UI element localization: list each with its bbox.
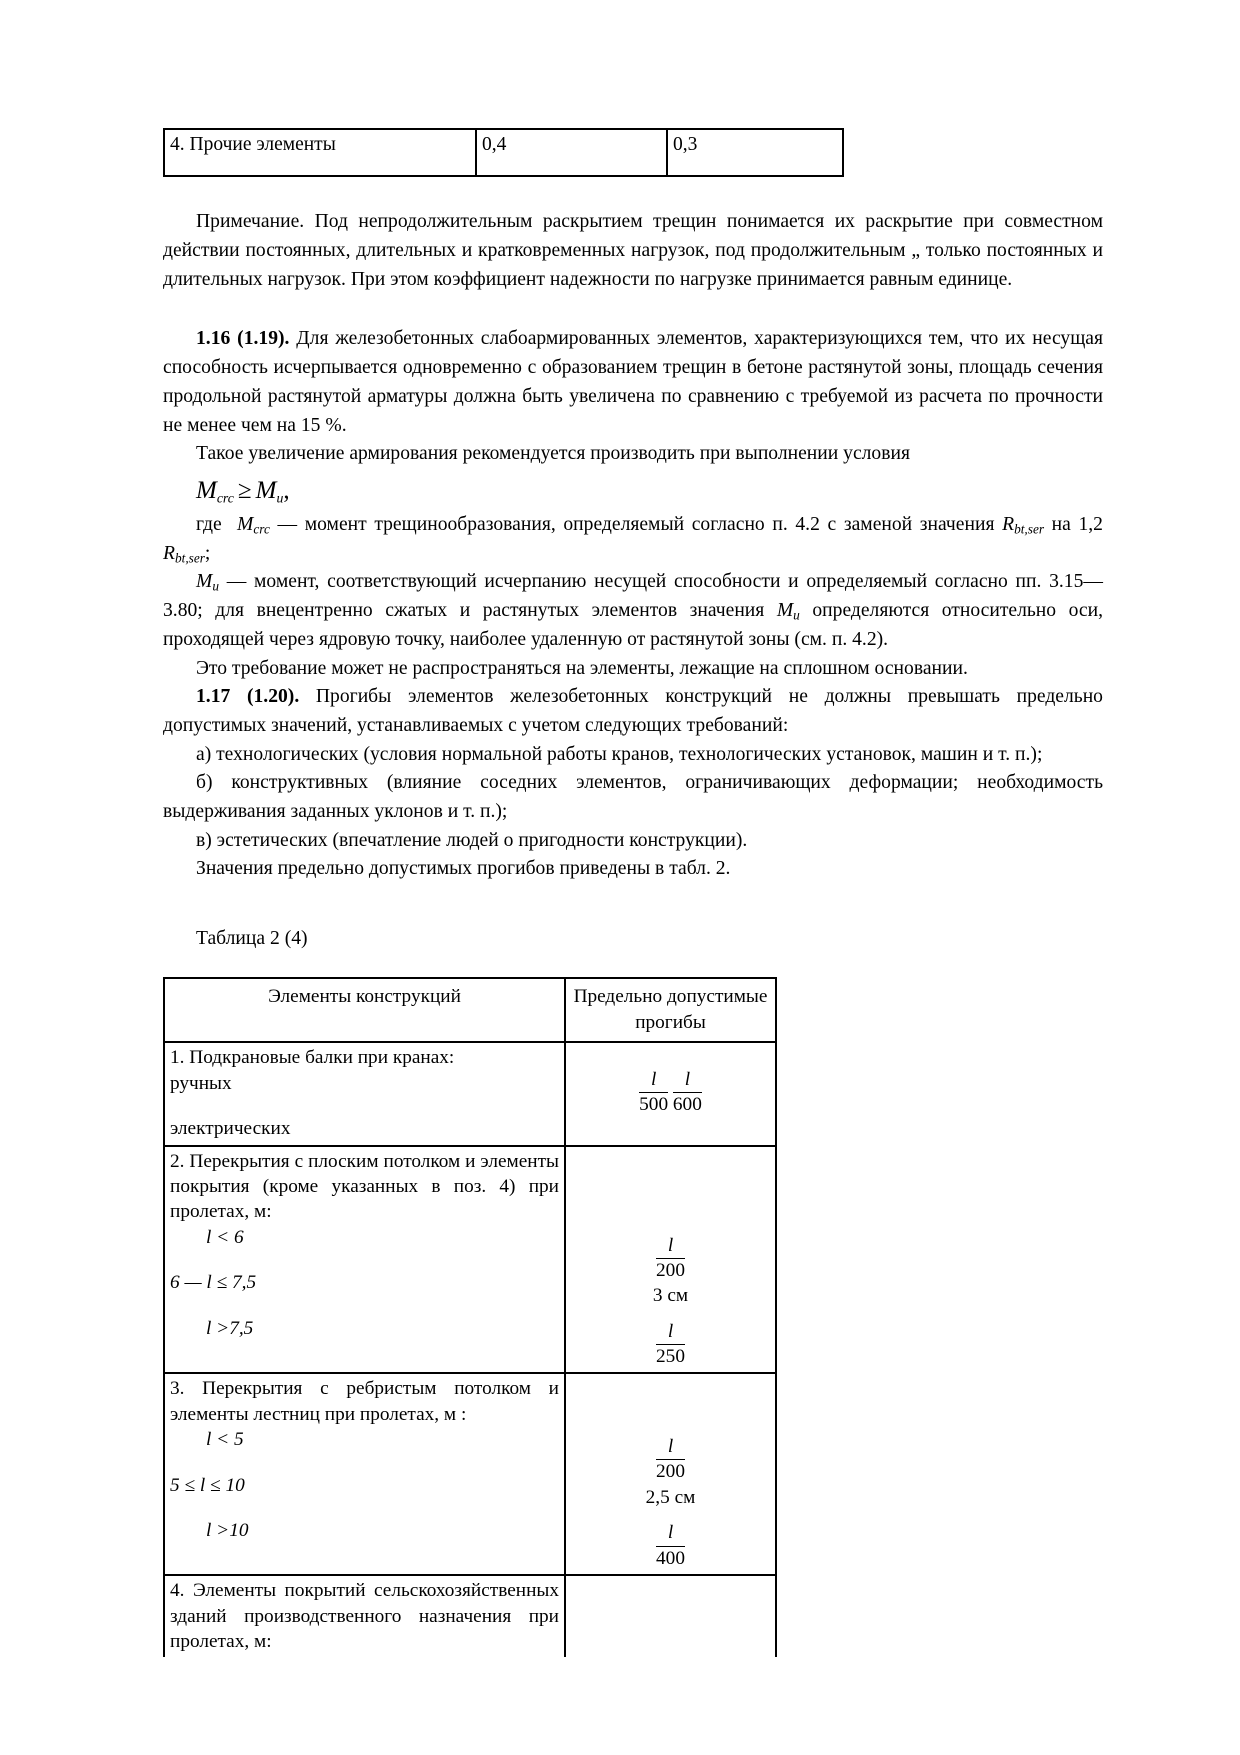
table-2-row-4-label [164,1575,565,1657]
row-2-sub-2: 6 — l ≤ 7,5 [170,1272,257,1294]
table-2 [163,977,777,1657]
page-content [163,128,1103,1657]
formula-rhs-sub: u [276,490,284,506]
row-3-sub-3: l >10 [206,1520,249,1542]
where-mcrc-text: — момент трещинообразования, определяемый согласно п. 4.2 с заменой значения [269,514,1003,536]
symbol-rbtser-1-base: R [1002,514,1015,536]
table-cell-label: 4. Прочие элементы [164,129,476,176]
row-1-sub-1: ручных [170,1072,232,1094]
clause-1-16-number: 1.16 (1.19). [196,328,290,350]
fraction-numerator: l [656,1522,685,1546]
formula-rhs-base: M [255,477,277,504]
table-2-header-row [164,978,776,1042]
clause-1-16-paragraph [163,325,1103,440]
table-2-row-1-label [164,1042,565,1145]
table-2-row-2-label [164,1146,565,1374]
clause-1-17-item-a: а) технологических (условия нормальной работы кранов, технологических установок, машин и т. п.); [196,743,1043,765]
row-3-sub-2: 5 ≤ l ≤ 10 [170,1474,245,1496]
fraction-numerator: l [656,1321,685,1345]
fraction-l-200 [656,1235,685,1282]
fraction-numerator: l [673,1069,702,1093]
clause-1-16-where-mu [163,568,1103,654]
formula-mcrc-ge-mu [196,476,1103,507]
row-2-title: 2. Перекрытия с плоским потолком и элементы покрытия (кроме указанных в поз. 4) при пролетах, м: [170,1150,559,1223]
where-label: где [196,514,222,536]
table-row [164,1042,776,1145]
clause-1-16-para-3: Это требование может не распространяться на элементы, лежащие на сплошном основании. [196,657,968,679]
row-1-sub-2: электрических [170,1118,291,1140]
fraction-denominator: 200 [656,1461,685,1483]
formula-lhs-base: M [196,477,217,504]
table-2-header-deflections-line2: прогибы [635,1011,706,1033]
table-2-header-deflections [565,978,776,1042]
where-r-mid: на 1,2 [1044,514,1103,536]
fraction-numerator: l [656,1235,685,1259]
table-row [164,1146,776,1374]
table-2-row-3-value [565,1373,776,1575]
clause-1-17-paragraph [163,683,1103,740]
clause-1-17-text: Прогибы элементов железобетонных конструкций не должны превышать предельно допустимых значений, устанавливаемых с учетом следующих требований: [163,686,1103,736]
table-row [164,1373,776,1575]
where-mu-text-2: определяются относительно оси, проходящей через ядровую точку, наиболее удаленную от растянутой зоны (см. п. 4.2). [163,600,1103,650]
symbol-mcrc-base: M [237,514,254,536]
clause-1-17-number: 1.17 (1.20). [196,686,300,708]
table-2-row-1-value [565,1042,776,1145]
symbol-mu-2-base: M [776,600,794,622]
symbol-rbtser-2-sub: bt,ser [174,550,205,566]
table-2-header-deflections-line1: Предельно допустимые [573,986,768,1008]
formula-relation: ≥ [237,477,252,504]
row-3-value-2: 2,5 см [645,1486,696,1508]
table-row [164,1575,776,1657]
table-2-caption: Таблица 2 (4) [196,928,308,950]
table-2-header-elements: Элементы конструкций [164,978,565,1042]
fraction-l-200 [656,1436,685,1483]
fraction-numerator: l [656,1436,685,1460]
row-2-value-2: 3 см [652,1285,689,1307]
row-2-sub-1: l < 6 [206,1226,244,1248]
row-4-title: 4. Элементы покрытий сельскохозяйственных зданий производственного назначения при пролетах, м: [170,1580,559,1653]
where-mu-text-1: — момент, соответствующий исчерпанию несущей способности и определяемый согласно пп. 3.15—3.80; для внецентренно сжатых и растянутых элементов значения [163,571,1103,622]
clause-1-16-para-2: Такое увеличение армирования рекомендуется производить при выполнении условия [196,443,910,465]
fraction-denominator: 400 [656,1547,685,1569]
fraction-denominator: 250 [656,1345,685,1367]
fraction-l-400 [656,1522,685,1569]
clause-1-17-item-v: в) эстетических (впечатление людей о пригодности конструкции). [196,829,748,851]
symbol-mcrc [237,514,270,535]
symbol-mu-1 [196,571,219,595]
formula-comma: , [283,477,290,504]
symbol-mcrc-sub: crc [253,521,270,537]
row-2-sub-3: l >7,5 [206,1317,254,1339]
table-2-row-2-value [565,1146,776,1374]
symbol-rbtser-1-sub: bt,ser [1014,521,1045,537]
symbol-mu-2 [777,600,800,621]
symbol-mu-1-sub: u [212,579,219,595]
fraction-l-250 [656,1321,685,1368]
fraction-denominator: 200 [656,1259,685,1281]
note-paragraph: Примечание. Под непродолжительным раскрытием трещин понимается их раскрытие при совместном действии постоянных, длительных и кратковременных нагрузок, под продолжительным „ только постоянных и длительных нагрузок. При этом коэффициент надежности по нагрузке принимается равным единице. [163,211,1103,290]
clause-1-17-item-b: б) конструктивных (влияние соседних элементов, ограничивающих деформации; необходимость выдерживания заданных уклонов и т. п.); [163,772,1103,823]
table-cell-value-1: 0,4 [476,129,667,176]
symbol-rbtser-2 [163,543,205,564]
row-1-title: 1. Подкрановые балки при кранах: [170,1047,455,1069]
row-3-sub-1: l < 5 [206,1429,244,1451]
clause-1-16-where-mcrc [163,511,1103,568]
table-1-continuation [163,128,844,177]
formula-lhs-sub: crc [216,490,234,506]
table-2-row-4-value [565,1575,776,1657]
symbol-mu-2-sub: u [793,607,800,623]
clause-1-16-text: Для железобетонных слабоармированных элементов, характеризующихся тем, что их несущая способность исчерпывается одновременно с образованием трещин в бетоне растянутой зоны, площадь сечения продольной растянутой арматуры должна быть увеличена по сравнению с требуемой из расчета по прочности не менее чем на 15 %. [163,328,1103,436]
clause-1-17-closing: Значения предельно допустимых прогибов приведены в табл. 2. [196,858,731,880]
fraction-denominator: 600 [672,1094,702,1116]
symbol-rbtser-2-base: R [163,542,175,564]
symbol-mu-1-base: M [196,571,213,593]
fraction-numerator: l [639,1069,668,1093]
table-cell-value-2: 0,3 [667,129,843,176]
fraction-l-500 [639,1069,668,1116]
table-2-row-3-label [164,1373,565,1575]
row-3-title: 3. Перекрытия с ребристым потолком и элементы лестниц при пролетах, м : [170,1378,559,1425]
fraction-l-600 [673,1069,702,1116]
fraction-denominator: 500 [639,1094,669,1116]
table-row [164,129,843,176]
where-r-end: ; [204,542,211,564]
symbol-rbtser-1 [1002,514,1044,535]
